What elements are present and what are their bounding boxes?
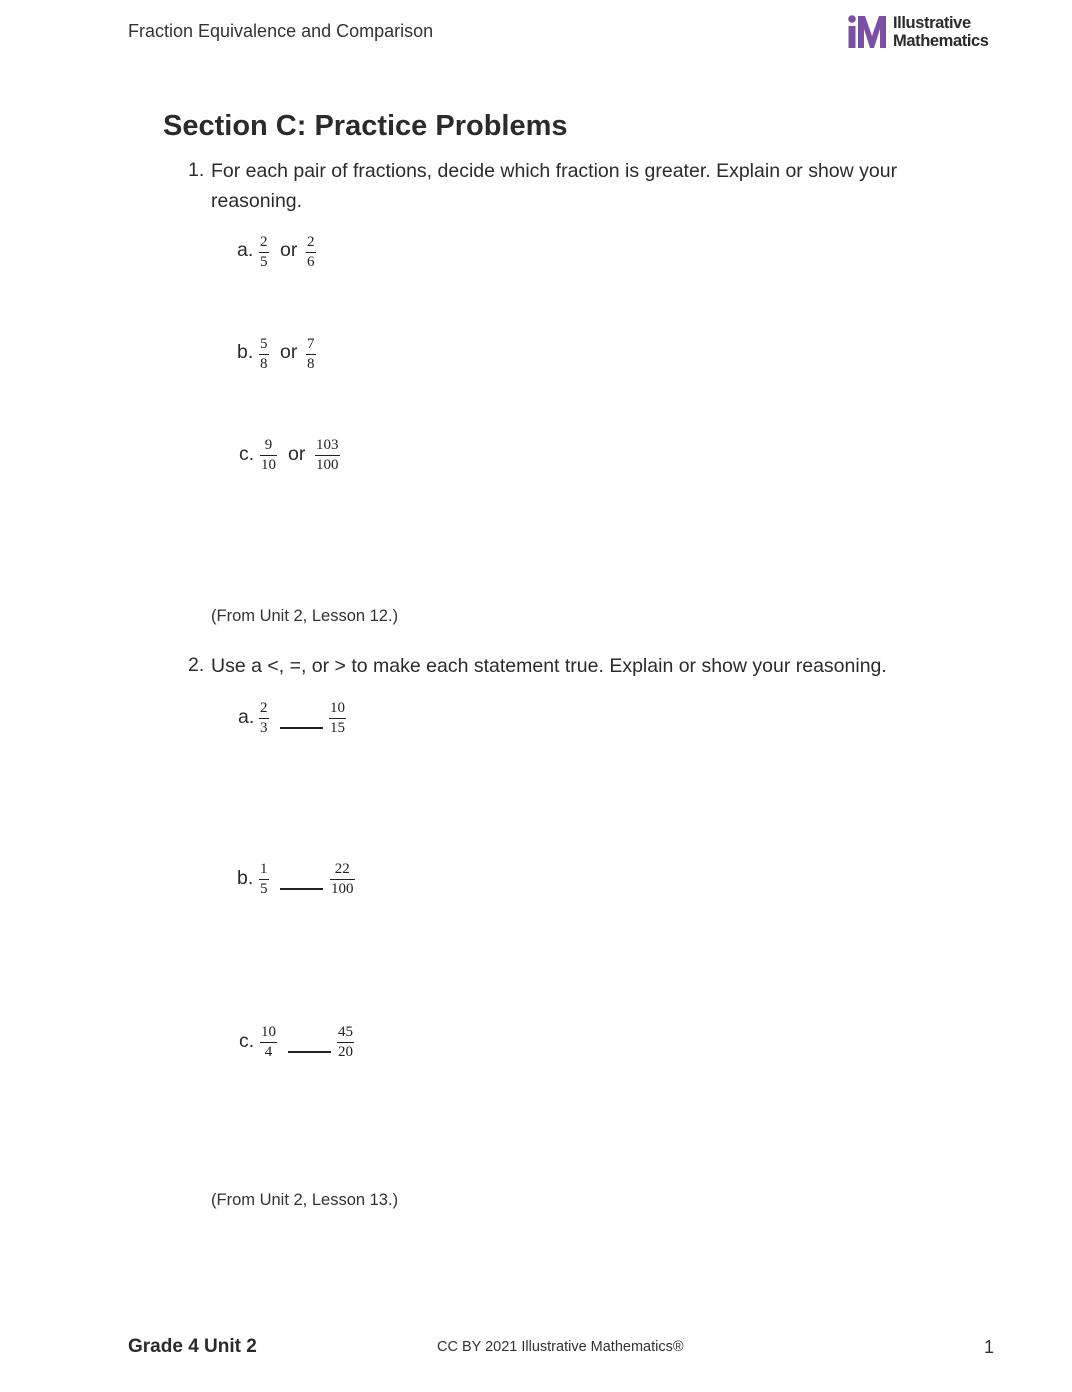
problem-1-number: 1.	[188, 159, 205, 181]
problem-2c-fraction-left: $\frac{10}{4}$	[261, 1024, 276, 1060]
logo-line-2: Mathematics	[893, 32, 989, 50]
problem-1c-fraction-left: $\frac{9}{10}$	[261, 437, 276, 473]
problem-2b-answer-blank[interactable]	[280, 888, 323, 890]
problem-1a-label: a.	[237, 239, 254, 261]
problem-1c-or: or	[288, 443, 306, 465]
problem-2c-fraction-right: $\frac{45}{20}$	[338, 1024, 353, 1060]
im-logo-icon	[847, 15, 889, 49]
problem-2a-answer-blank[interactable]	[280, 727, 323, 729]
problem-2a-fraction-left: $\frac{2}{3}$	[260, 700, 268, 736]
problem-2b-fraction-right: $\frac{22}{100}$	[331, 861, 354, 897]
footer-copyright: CC BY 2021 Illustrative Mathematics®	[437, 1339, 684, 1355]
problem-2-number: 2.	[188, 654, 205, 676]
logo-line-1: Illustrative	[893, 14, 971, 32]
footer-page-number: 1	[984, 1337, 995, 1357]
problem-1-source: (From Unit 2, Lesson 12.)	[211, 607, 399, 625]
problem-2-text: Use a <, =, or > to make each statement true. Explain or show your reasoning.	[211, 655, 887, 677]
problem-1a-or: or	[280, 239, 298, 261]
problem-1b-or: or	[280, 341, 298, 363]
logo-wordmark	[893, 14, 989, 50]
illustrative-mathematics-logo	[847, 14, 997, 50]
problem-2a-fraction-right: $\frac{10}{15}$	[330, 700, 345, 736]
problem-1-text: For each pair of fractions, decide which fraction is greater. Explain or show your reasoning.	[211, 160, 898, 212]
problem-1b-fraction-right: $\frac{7}{8}$	[307, 336, 315, 372]
problem-2a-label: a.	[238, 706, 255, 728]
section-title: Section C: Practice Problems	[163, 110, 568, 142]
problem-1a-fraction-right: $\frac{2}{6}$	[307, 234, 315, 270]
problem-1c-label: c.	[239, 443, 255, 465]
problem-2b-fraction-left: $\frac{1}{5}$	[260, 861, 268, 897]
problem-1c-fraction-right: $\frac{103}{100}$	[316, 437, 339, 473]
document-header-title: Fraction Equivalence and Comparison	[128, 21, 434, 41]
problem-1b-label: b.	[237, 341, 254, 363]
problem-2c-answer-blank[interactable]	[288, 1051, 331, 1053]
footer-grade-unit: Grade 4 Unit 2	[128, 1336, 257, 1357]
problem-2c-label: c.	[239, 1030, 255, 1052]
problem-1a-fraction-left: $\frac{2}{5}$	[260, 234, 268, 270]
problem-2b-label: b.	[237, 867, 254, 889]
problem-2-source: (From Unit 2, Lesson 13.)	[211, 1191, 399, 1209]
problem-1b-fraction-left: $\frac{5}{8}$	[260, 336, 268, 372]
